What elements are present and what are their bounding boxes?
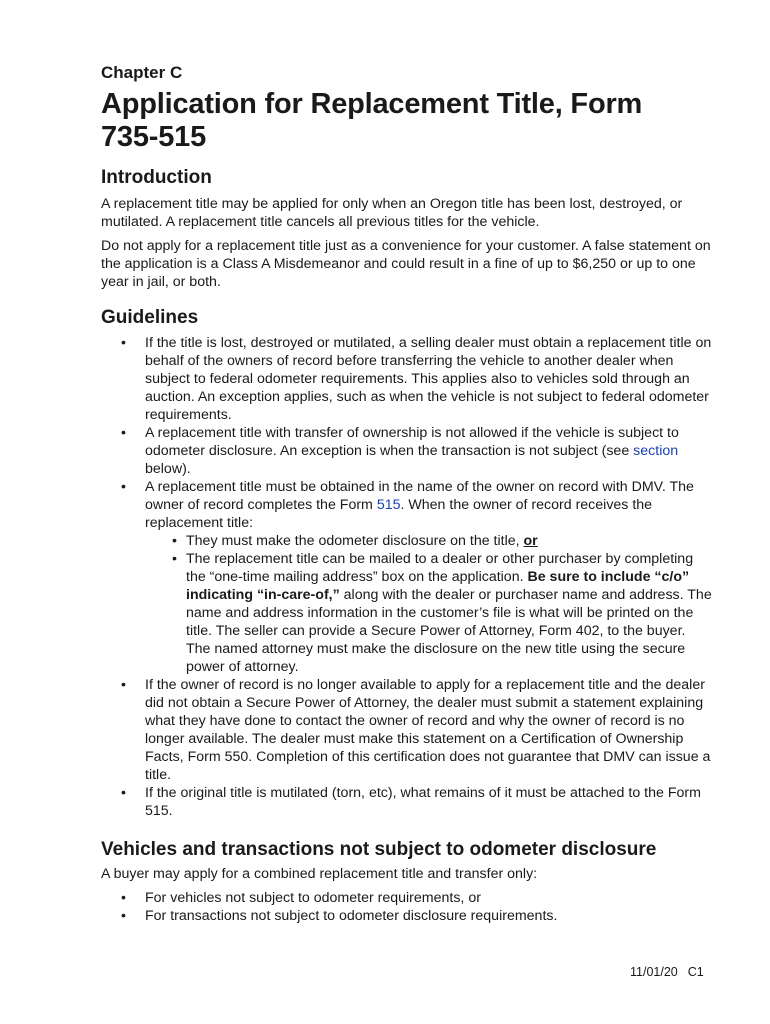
guideline-item-2-text-end: below). (145, 461, 191, 477)
introduction-paragraph-2: Do not apply for a replacement title just as a convenience for your customer. A false statement on the application is a Class A Misdemeanor and could result in a fine of up to $6,250 or up to one year in jail, or both. (101, 238, 711, 290)
guideline-item-3-text: A replacement title must be obtained in the name of the owner on record with DMV. The owner of record completes the Form (145, 479, 694, 513)
guideline-subitem-2-text: The replacement title can be mailed to a dealer or other purchaser by completing the “one-time mailing address” box on the application. (186, 551, 694, 585)
vehicles-heading: Vehicles and transactions not subject to odometer disclosure (101, 839, 657, 860)
or-emphasis: or (523, 533, 538, 549)
guideline-item-2-text: A replacement title with transfer of ownership is not allowed if the vehicle is subject to odometer disclosure. An exception is when the transaction is not subject (see (145, 425, 679, 459)
page-footer (630, 965, 704, 979)
guideline-item-5: • If the original title is mutilated (torn, etc), what remains of it must be attached to the Form 515. (101, 784, 713, 820)
chapter-label: Chapter C (101, 63, 183, 82)
vehicles-intro: A buyer may apply for a combined replacement title and transfer only: (101, 866, 538, 882)
guideline-sublist (145, 532, 713, 676)
document-page (101, 62, 713, 925)
page-title-line1: Application for Replacement Title, Form (101, 88, 643, 120)
guidelines-heading: Guidelines (101, 307, 199, 328)
guideline-subitem-1-text: They must make the odometer disclosure on the title, (186, 533, 524, 549)
care-of-emphasis: Be sure to include “c/o” indicating “in-care-of,” (186, 569, 690, 603)
guideline-subitem-2-text-end: along with the dealer or purchaser name and address. The name and address information in the customer’s file is what will be printed on the title. The seller can provide a Secure Power of Attorney, Form 402, to the buyer. The named attorney must make the disclosure on the new title using the secure power of attorney. (186, 587, 712, 675)
guideline-item-4: • If the owner of record is no longer available to apply for a replacement title and the dealer did not obtain a Secure Power of Attorney, the dealer must submit a statement explaining what they have done to contact the owner of record and why the owner of record is no longer available. The dealer must make this statement on a Certification of Ownership Facts, Form 550. Completion of this certification does not guarantee that DMV can issue a title. (101, 676, 713, 784)
guideline-subitem-2 (145, 550, 713, 676)
guideline-item-3-text-end: . When the owner of record receives the replacement title: (145, 497, 653, 531)
guideline-item-1: • If the title is lost, destroyed or mutilated, a selling dealer must obtain a replacement title on behalf of the owners of record before transferring the vehicle to another dealer when subject to federal odometer requirements. This applies also to vehicles sold through an auction. An exception applies, such as when the vehicle is not subject to federal odometer requirements. (101, 334, 713, 424)
introduction-heading: Introduction (101, 167, 212, 188)
section-link[interactable]: section (633, 443, 679, 459)
guideline-item-2 (101, 424, 713, 478)
guideline-item-3 (101, 478, 713, 676)
vehicles-item-2: • For transactions not subject to odometer disclosure requirements. (101, 907, 713, 925)
vehicles-list (101, 889, 713, 925)
page-title-line2: 735-515 (101, 121, 207, 153)
guidelines-list (101, 334, 713, 820)
vehicles-item-1: • For vehicles not subject to odometer requirements, or (101, 889, 713, 907)
footer-page-number: C1 (687, 965, 704, 979)
guideline-subitem-1 (145, 532, 713, 550)
form-515-link[interactable]: 515 (376, 497, 401, 513)
introduction-paragraph-1: A replacement title may be applied for only when an Oregon title has been lost, destroyed, or mutilated. A replacement title cancels all previous titles for the vehicle. (101, 196, 683, 230)
page-title (101, 88, 713, 154)
footer-date: 11/01/20 (630, 965, 678, 979)
